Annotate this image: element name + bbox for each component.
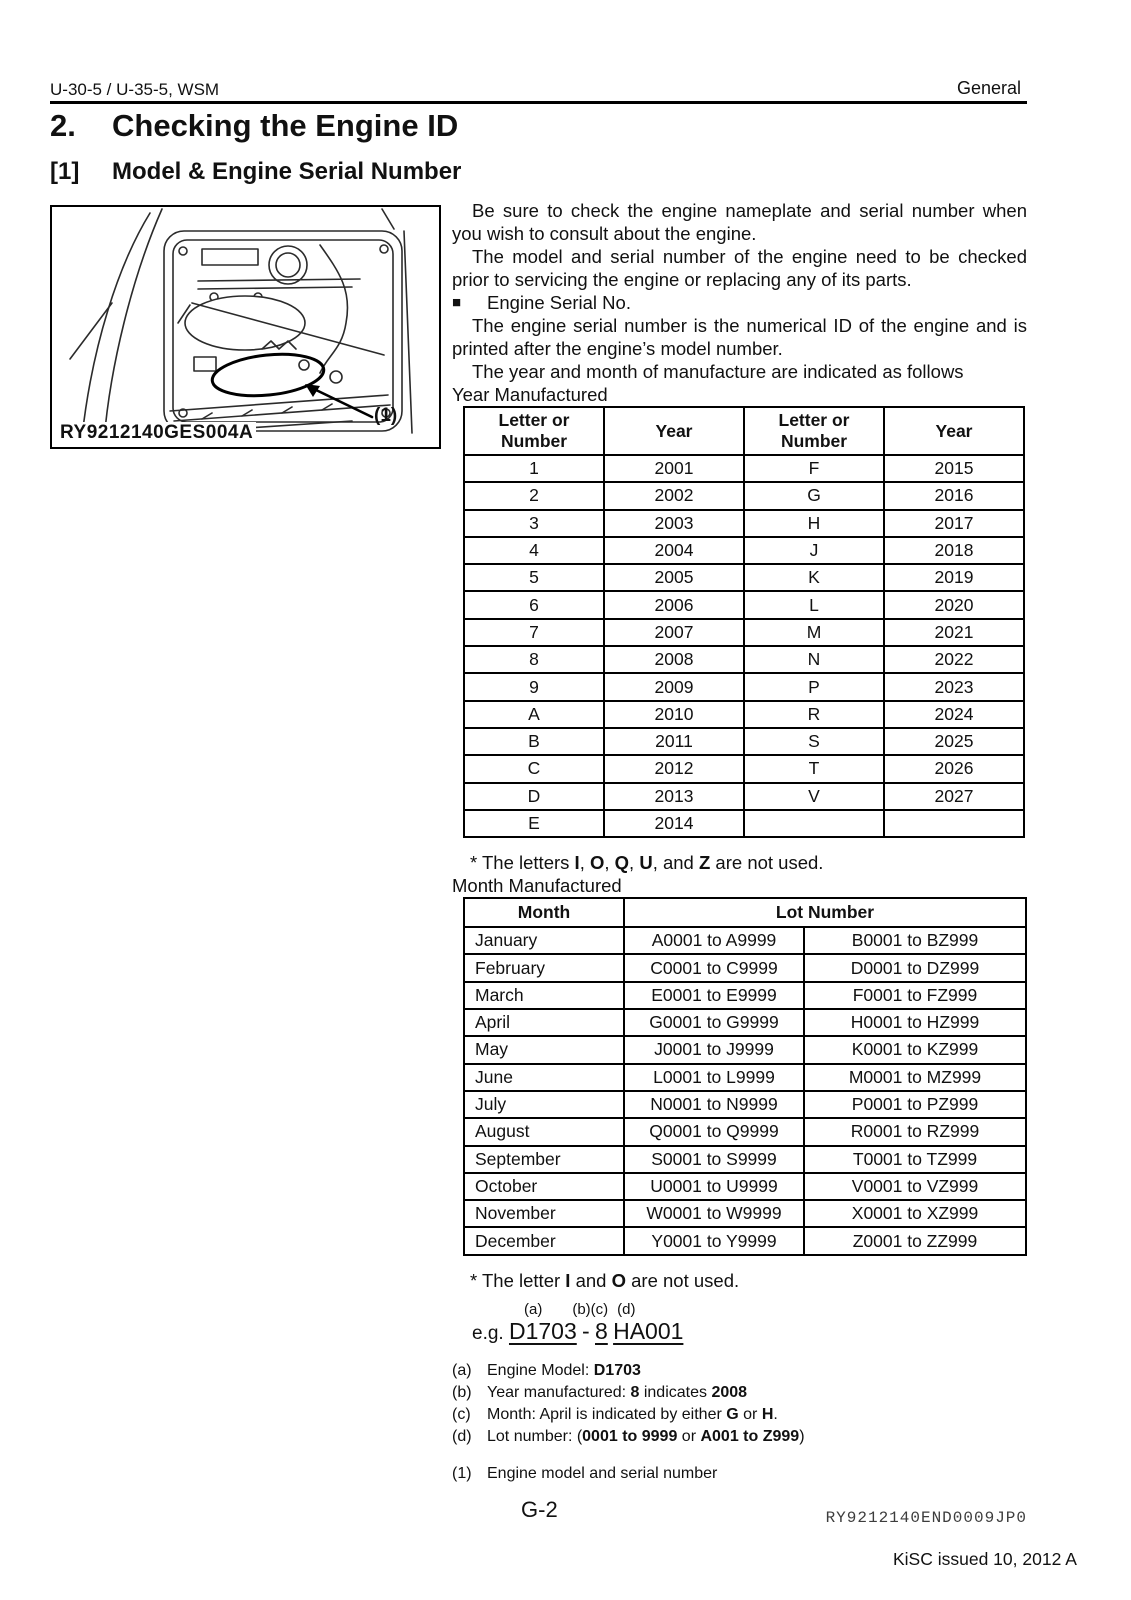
month-table-note [470, 1269, 1027, 1292]
table-cell: A0001 to A9999 [624, 927, 804, 954]
footer-issue-note: KiSC issued 10, 2012 A [893, 1549, 1077, 1569]
example-prefix: e.g. [472, 1322, 504, 1344]
table-cell: 2013 [604, 783, 744, 810]
table-cell: S0001 to S9999 [624, 1146, 804, 1173]
table-cell: U0001 to U9999 [624, 1173, 804, 1200]
table-row [464, 1146, 1026, 1173]
engine-figure [50, 205, 441, 449]
table-cell: 2019 [884, 564, 1024, 591]
table-row [464, 701, 1024, 728]
example-year-digit: 8 [595, 1317, 608, 1344]
text-segment: ) [799, 1427, 805, 1445]
table-cell: 1 [464, 455, 604, 482]
table-row [464, 755, 1024, 782]
table-cell: K [744, 564, 884, 591]
table-row [464, 1009, 1026, 1036]
table-row [464, 673, 1024, 700]
table-cell: G [744, 482, 884, 509]
table-cell: 2016 [884, 482, 1024, 509]
table-row [464, 537, 1024, 564]
paragraph-check-before-service: The model and serial number of the engine need to be checked prior to servicing the engine or replacing any of its parts. [452, 246, 1027, 290]
table-row [464, 810, 1024, 837]
month-manufactured-table [463, 897, 1027, 1256]
figure-callout-legend [452, 1463, 1027, 1485]
table-cell: 2010 [604, 701, 744, 728]
serial-no-heading: Engine Serial No. [487, 292, 631, 313]
example-label-bc: (b)(c) [572, 1300, 609, 1318]
table-row [464, 1227, 1026, 1254]
legend-item-c [452, 1404, 1027, 1426]
table-cell: 2023 [884, 673, 1024, 700]
table-cell: 2005 [604, 564, 744, 591]
text-segment: Year manufactured: [487, 1383, 631, 1401]
year-table-col3: Letter or Number [744, 407, 884, 455]
table-row [464, 1064, 1026, 1091]
table-cell: V0001 to VZ999 [804, 1173, 1026, 1200]
text-segment: I [574, 852, 580, 874]
table-cell: June [464, 1064, 624, 1091]
table-cell: 9 [464, 673, 604, 700]
text-segment: 8 [630, 1383, 640, 1401]
table-row [464, 455, 1024, 482]
table-cell: 7 [464, 619, 604, 646]
table-cell: 6 [464, 591, 604, 618]
table-cell: May [464, 1036, 624, 1063]
reference-code: RY9212140END0009JP0 [825, 1508, 1027, 1527]
text-segment: I [565, 1269, 571, 1291]
figure-callout-label: (1) [374, 405, 398, 426]
table-row [464, 482, 1024, 509]
legend-item-d [452, 1426, 1027, 1448]
table-cell: T [744, 755, 884, 782]
section-title [50, 108, 458, 144]
table-row [464, 591, 1024, 618]
text-segment: * The letters [470, 852, 575, 874]
table-cell: W0001 to W9999 [624, 1200, 804, 1227]
table-cell: March [464, 982, 624, 1009]
table-cell: P [744, 673, 884, 700]
table-cell: Z0001 to ZZ999 [804, 1227, 1026, 1254]
table-cell: July [464, 1091, 624, 1118]
example-legend [452, 1360, 1027, 1448]
table-cell: 2015 [884, 455, 1024, 482]
table-cell: December [464, 1227, 624, 1254]
legend-text [487, 1360, 641, 1382]
table-cell: J0001 to J9999 [624, 1036, 804, 1063]
table-row [464, 728, 1024, 755]
table-row [464, 1091, 1026, 1118]
legend-label: (d) [452, 1427, 472, 1445]
table-cell: 2001 [604, 455, 744, 482]
table-cell: S [744, 728, 884, 755]
table-cell: A [464, 701, 604, 728]
header-rule [50, 101, 1027, 104]
table-row [464, 619, 1024, 646]
table-cell: J [744, 537, 884, 564]
table-cell: C0001 to C9999 [624, 954, 804, 981]
legend-item-b [452, 1382, 1027, 1404]
table-cell: E0001 to E9999 [624, 982, 804, 1009]
paragraph-nameplate: Be sure to check the engine nameplate and serial number when you wish to consult about the engine. [452, 200, 1027, 244]
table-cell: E [464, 810, 604, 837]
table-cell: D0001 to DZ999 [804, 954, 1026, 981]
example-dash: - [582, 1317, 590, 1344]
legend-label: (b) [452, 1383, 472, 1401]
subsection-title [50, 158, 461, 186]
table-cell: 2027 [884, 783, 1024, 810]
table-row [464, 1118, 1026, 1145]
table-cell: N0001 to N9999 [624, 1091, 804, 1118]
table-cell: 5 [464, 564, 604, 591]
legend-label: (c) [452, 1405, 471, 1423]
month-table-col-month: Month [464, 898, 624, 927]
legend-text [487, 1382, 747, 1404]
example-label-d: (d) [617, 1300, 636, 1318]
text-segment: or [677, 1427, 701, 1445]
table-cell: 2 [464, 482, 604, 509]
table-cell: L0001 to L9999 [624, 1064, 804, 1091]
table-cell: 2011 [604, 728, 744, 755]
table-cell: Q0001 to Q9999 [624, 1118, 804, 1145]
table-cell: M0001 to MZ999 [804, 1064, 1026, 1091]
table-row [464, 510, 1024, 537]
year-table-col2: Year [604, 407, 744, 455]
table-cell: 2022 [884, 646, 1024, 673]
example-label-a: (a) [524, 1300, 543, 1318]
table-cell: 2004 [604, 537, 744, 564]
example-part-labels [472, 1302, 1027, 1318]
table-row [464, 1200, 1026, 1227]
page-number: G-2 [521, 1497, 558, 1522]
table-cell: X0001 to XZ999 [804, 1200, 1026, 1227]
table-cell: P0001 to PZ999 [804, 1091, 1026, 1118]
table-cell: January [464, 927, 624, 954]
table-cell: F0001 to FZ999 [804, 982, 1026, 1009]
text-segment: Month: April is indicated by either [487, 1405, 727, 1423]
text-segment: 2008 [711, 1383, 748, 1401]
table-cell: C [464, 755, 604, 782]
text-segment: indicates [639, 1383, 712, 1401]
example-model: D1703 [508, 1317, 577, 1344]
content-column [452, 199, 1027, 1527]
text-segment: , [604, 852, 615, 874]
year-table-heading: Year Manufactured [452, 384, 608, 405]
table-row [464, 783, 1024, 810]
table-cell: 2009 [604, 673, 744, 700]
table-cell: F [744, 455, 884, 482]
text-segment: G [726, 1405, 739, 1423]
month-table-col-lot: Lot Number [624, 898, 1026, 927]
table-cell: October [464, 1173, 624, 1200]
text-segment: Lot number: ( [487, 1427, 583, 1445]
table-cell: 2018 [884, 537, 1024, 564]
subsection-title-text: Model & Engine Serial Number [112, 158, 462, 185]
table-cell: H [744, 510, 884, 537]
year-table-col1: Letter or Number [464, 407, 604, 455]
table-cell: L [744, 591, 884, 618]
table-cell: April [464, 1009, 624, 1036]
callout-legend-text: Engine model and serial number [487, 1464, 718, 1482]
year-manufactured-table [463, 406, 1025, 838]
text-segment: A001 to Z999 [700, 1427, 800, 1445]
table-cell: August [464, 1118, 624, 1145]
table-cell: B0001 to BZ999 [804, 927, 1026, 954]
text-segment: Q [614, 852, 630, 874]
legend-text [487, 1404, 778, 1426]
month-table-heading: Month Manufactured [452, 875, 622, 897]
text-segment: , [579, 852, 590, 874]
table-cell: V [744, 783, 884, 810]
text-segment: U [639, 852, 653, 874]
section-number: 2. [50, 108, 76, 143]
table-row [464, 982, 1026, 1009]
table-cell: H0001 to HZ999 [804, 1009, 1026, 1036]
legend-text [487, 1426, 805, 1448]
table-cell: September [464, 1146, 624, 1173]
table-row [464, 927, 1026, 954]
text-segment: Z [698, 852, 711, 874]
table-cell: 2007 [604, 619, 744, 646]
text-segment: O [589, 852, 605, 874]
table-cell: M [744, 619, 884, 646]
table-cell: 2003 [604, 510, 744, 537]
table-cell [744, 810, 884, 837]
month-table-header-row [464, 898, 1026, 927]
table-cell: 2025 [884, 728, 1024, 755]
example-serial-line [472, 1318, 1027, 1347]
text-segment: are not used. [710, 852, 824, 874]
table-cell: November [464, 1200, 624, 1227]
legend-item-a [452, 1360, 1027, 1382]
year-table-note [470, 851, 1027, 874]
table-row [464, 646, 1024, 673]
table-cell: February [464, 954, 624, 981]
text-segment: 0001 to 9999 [582, 1427, 678, 1445]
table-row [464, 1173, 1026, 1200]
text-segment: and [570, 1269, 612, 1291]
callout-legend-label: (1) [452, 1464, 472, 1482]
text-segment: Engine Model: [487, 1361, 594, 1379]
table-cell: 3 [464, 510, 604, 537]
table-cell: G0001 to G9999 [624, 1009, 804, 1036]
text-segment: D1703 [593, 1361, 641, 1379]
table-cell: D [464, 783, 604, 810]
header-model-code: U-30-5 / U-35-5, WSM [50, 80, 220, 99]
figure-caption: RY9212140GES004A [57, 422, 256, 444]
serial-example [472, 1302, 1027, 1347]
table-cell: T0001 to TZ999 [804, 1146, 1026, 1173]
example-serial: HA001 [613, 1317, 684, 1344]
text-segment: , and [652, 852, 699, 874]
table-cell: 2006 [604, 591, 744, 618]
subsection-number: [1] [50, 158, 80, 185]
legend-label: (a) [452, 1361, 472, 1379]
section-title-text: Checking the Engine ID [112, 108, 459, 143]
table-cell: Y0001 to Y9999 [624, 1227, 804, 1254]
text-segment: . [773, 1405, 778, 1423]
text-segment: * The letter [470, 1269, 566, 1291]
table-cell: 2026 [884, 755, 1024, 782]
year-table-header-row [464, 407, 1024, 455]
paragraph-year-month: The year and month of manufacture are indicated as follows [472, 361, 964, 382]
table-cell: 4 [464, 537, 604, 564]
text-segment: , [629, 852, 640, 874]
text-segment: O [611, 1269, 626, 1291]
table-cell: 2008 [604, 646, 744, 673]
table-row [464, 1036, 1026, 1063]
table-cell: 2020 [884, 591, 1024, 618]
table-cell: 2002 [604, 482, 744, 509]
table-cell: R0001 to RZ999 [804, 1118, 1026, 1145]
table-cell: N [744, 646, 884, 673]
table-cell: 2014 [604, 810, 744, 837]
text-segment: or [738, 1405, 762, 1423]
table-cell: 2017 [884, 510, 1024, 537]
table-row [464, 954, 1026, 981]
table-cell: 2021 [884, 619, 1024, 646]
table-cell: 8 [464, 646, 604, 673]
text-segment: H [761, 1405, 774, 1423]
paragraph-serial-number: The engine serial number is the numerical ID of the engine and is printed after the engine’s model number. [452, 315, 1027, 359]
header-section-name: General [957, 78, 1022, 98]
table-cell: 2012 [604, 755, 744, 782]
year-table-col4: Year [884, 407, 1024, 455]
table-cell: B [464, 728, 604, 755]
square-bullet-icon: ■ [452, 294, 462, 311]
serial-no-heading-row [452, 291, 1027, 314]
table-row [464, 564, 1024, 591]
table-cell: R [744, 701, 884, 728]
table-cell: K0001 to KZ999 [804, 1036, 1026, 1063]
text-segment: are not used. [625, 1269, 740, 1291]
table-cell [884, 810, 1024, 837]
table-cell: 2024 [884, 701, 1024, 728]
